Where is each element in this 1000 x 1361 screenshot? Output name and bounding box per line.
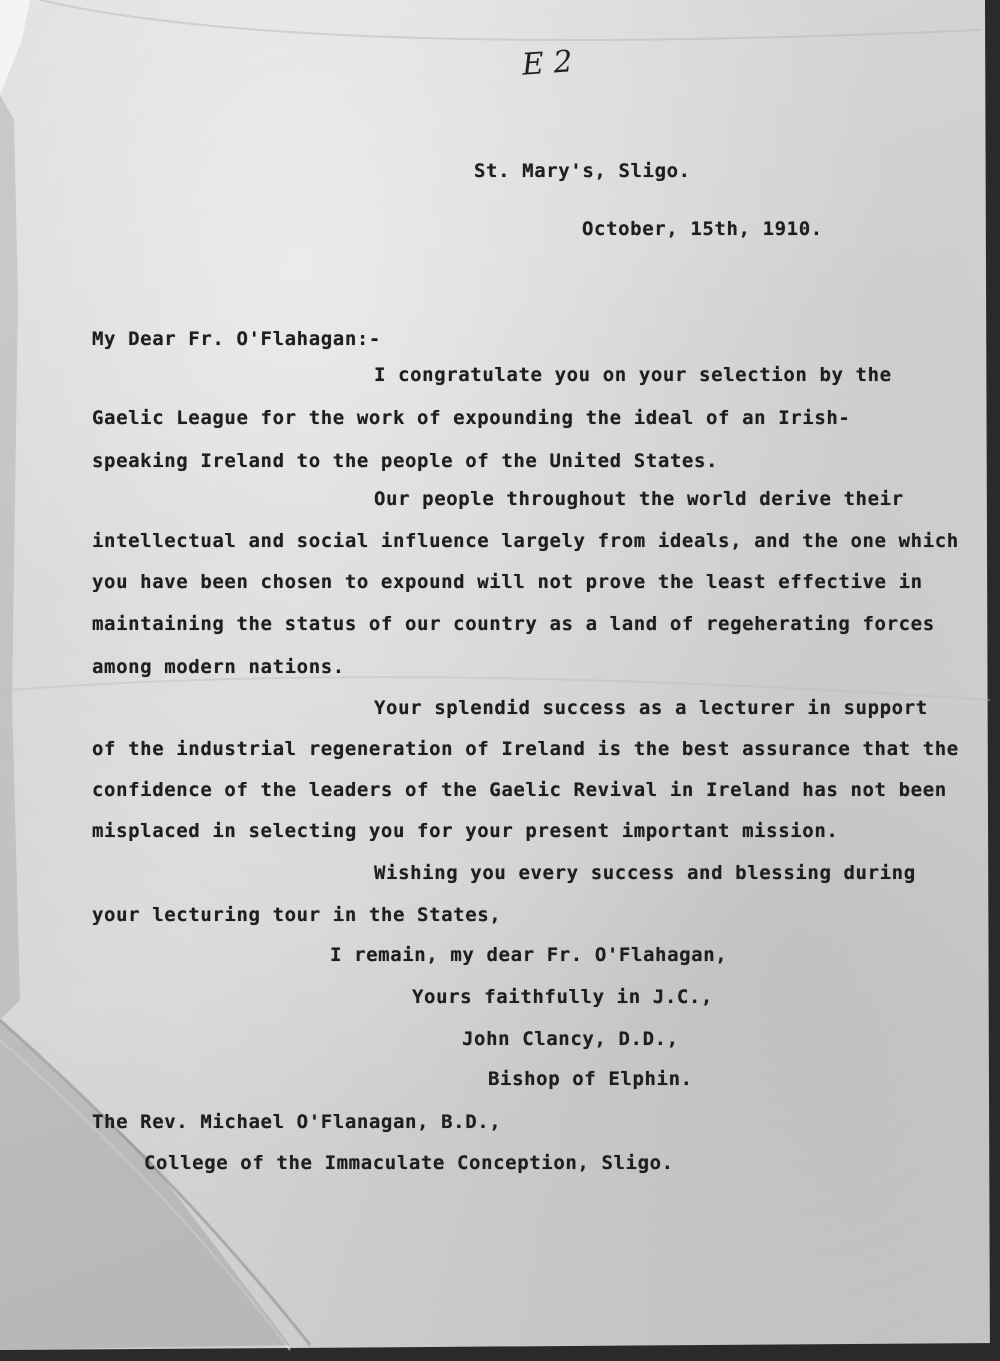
body-line: I congratulate you on your selection by the	[374, 364, 892, 386]
body-line: maintaining the status of our country as a land of regeherating forces	[92, 613, 935, 635]
body-line: Gaelic League for the work of expounding the ideal of an Irish-	[92, 407, 851, 429]
body-line: among modern nations.	[92, 656, 345, 678]
recipient-address: College of the Immaculate Conception, Sligo.	[144, 1152, 674, 1174]
torn-corner	[0, 0, 30, 95]
left-edge-shadow	[0, 95, 20, 1020]
body-line: confidence of the leaders of the Gaelic Revival in Ireland has not been	[92, 779, 947, 801]
header-date: October, 15th, 1910.	[582, 218, 823, 240]
body-line: misplaced in selecting you for your present important mission.	[92, 820, 839, 842]
body-line: Your splendid success as a lecturer in support	[374, 697, 928, 719]
closing-faithfully: Yours faithfully in J.C.,	[412, 986, 713, 1008]
signatory-title: Bishop of Elphin.	[488, 1068, 693, 1090]
closing-remain: I remain, my dear Fr. O'Flahagan,	[330, 944, 728, 966]
salutation: My Dear Fr. O'Flahagan:-	[92, 328, 381, 350]
body-line: Wishing you every success and blessing during	[374, 862, 916, 884]
body-line: your lecturing tour in the States,	[92, 904, 502, 926]
recipient-name: The Rev. Michael O'Flanagan, B.D.,	[92, 1111, 502, 1133]
folio-mark: E 2	[520, 44, 574, 83]
scan-border-right	[985, 0, 1000, 1361]
header-address: St. Mary's, Sligo.	[474, 160, 691, 182]
crease-upper	[40, 0, 980, 40]
body-line: speaking Ireland to the people of the United States.	[92, 450, 719, 472]
body-line: Our people throughout the world derive their	[374, 488, 904, 510]
body-line: intellectual and social influence largely from ideals, and the one which	[92, 530, 959, 552]
lower-corner-shade	[0, 1020, 290, 1350]
body-line: you have been chosen to expound will not prove the least effective in	[92, 571, 923, 593]
body-line: of the industrial regeneration of Ireland is the best assurance that the	[92, 738, 959, 760]
signatory-name: John Clancy, D.D.,	[462, 1028, 679, 1050]
